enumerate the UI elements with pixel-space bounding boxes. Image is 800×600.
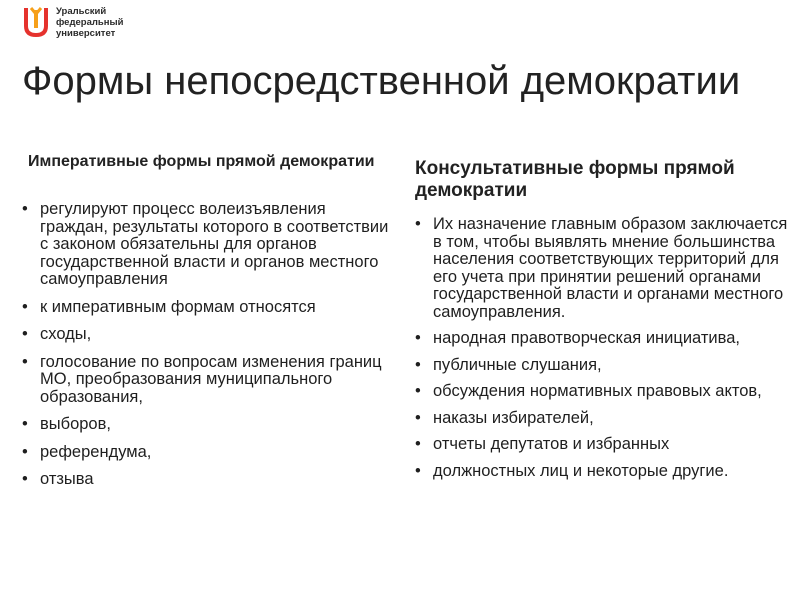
list-item: • к императивным формам относятся: [22, 299, 392, 317]
imperative-column: [22, 152, 392, 499]
list-item: • наказы избирателей,: [415, 410, 790, 428]
consultative-column: [415, 152, 790, 489]
list-item: • должностных лиц и некоторые другие.: [415, 463, 790, 481]
imperative-heading: Императивные формы прямой демократии: [28, 153, 375, 170]
list-item: • регулируют процесс волеизъявления граждан, результаты которого в соответствии с законом обязательны для органов государственной власти и органов местного самоуправления: [22, 201, 392, 289]
consultative-list: [415, 216, 790, 480]
university-logo: [22, 6, 123, 39]
list-item: • выборов,: [22, 416, 392, 434]
list-item: • сходы,: [22, 326, 392, 344]
logo-text: [56, 6, 123, 39]
logo-line-1: Уральский: [56, 6, 107, 17]
list-item: • референдума,: [22, 444, 392, 462]
list-item: • голосование по вопросам изменения границ МО, преобразования муниципального образования,: [22, 354, 392, 407]
list-item: • Их назначение главным образом заключается в том, чтобы выявлять мнение большинства населения соответствующих территорий для его учета при принятии решений органами государственной власти и органами местного самоуправления.: [415, 216, 790, 321]
list-item: • публичные слушания,: [415, 357, 790, 375]
logo-line-2: федеральный: [56, 17, 124, 28]
page-title: Формы непосредственной демократии: [22, 59, 741, 103]
list-item: • отзыва: [22, 471, 392, 489]
logo-line-3: университет: [56, 28, 116, 39]
list-item: • отчеты депутатов и избранных: [415, 436, 790, 454]
consultative-heading: Консультативные формы прямой демократии: [415, 158, 735, 201]
list-item: • народная правотворческая инициатива,: [415, 330, 790, 348]
imperative-list: [22, 201, 392, 489]
list-item: • обсуждения нормативных правовых актов,: [415, 383, 790, 401]
urfu-logo-icon: [22, 6, 50, 38]
